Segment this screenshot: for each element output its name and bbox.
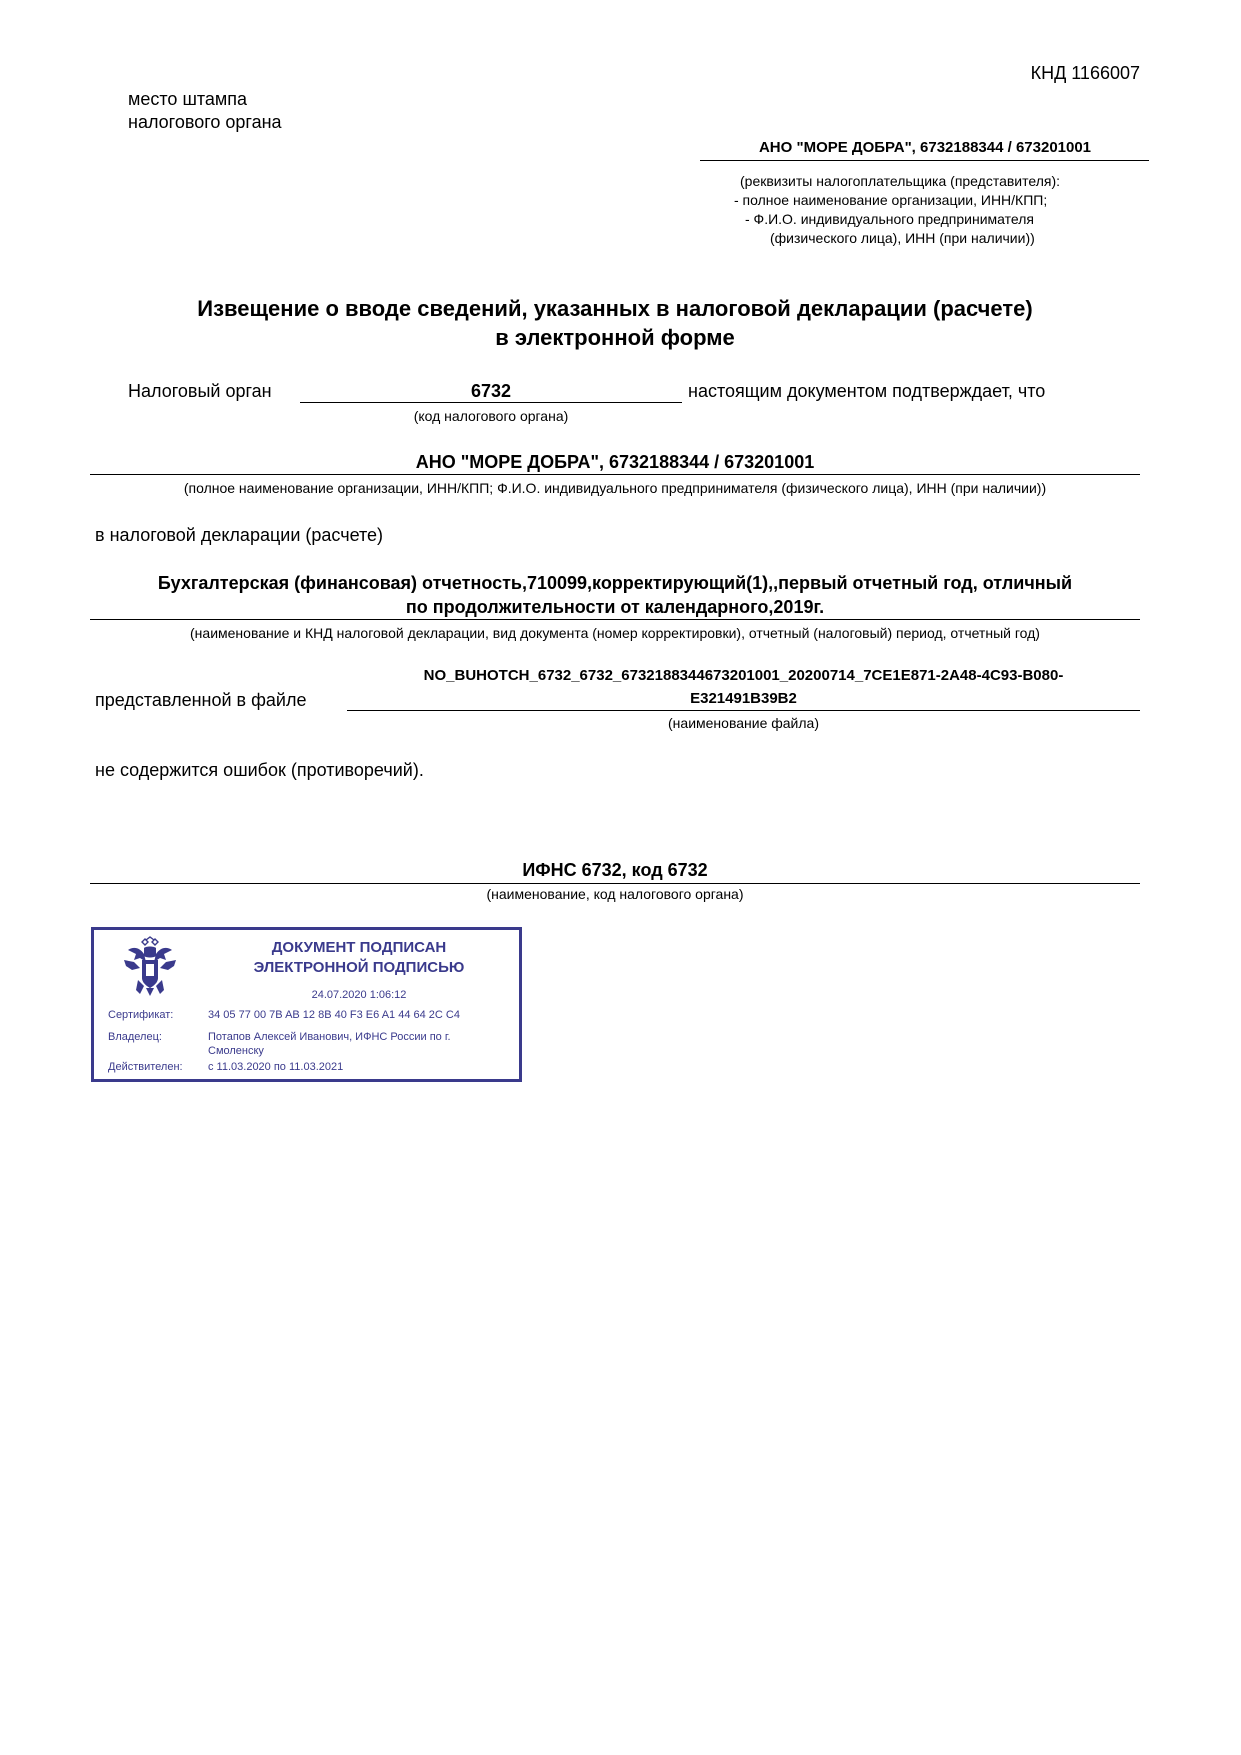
taxpayer-requisites: АНО "МОРЕ ДОБРА", 6732188344 / 673201001 (758, 139, 1092, 156)
stamp-title-line2: ЭЛЕКТРОННОЙ ПОДПИСЬЮ (253, 959, 465, 976)
stamp-place-label-line2: налогового органа (128, 112, 282, 132)
taxpayer-note-2: - полное наименование организации, ИНН/КПП; (734, 192, 1048, 208)
ifns-underline (90, 883, 1140, 884)
taxpayer-note-1: (реквизиты налогоплательщика (представителя): (740, 173, 1061, 189)
stamp-owner-label: Владелец: (108, 1031, 162, 1043)
knd-code: КНД 1166007 (1030, 63, 1140, 83)
taxpayer-underline (700, 160, 1149, 161)
stamp-certificate-value: 34 05 77 00 7B AB 12 8B 40 F3 E6 A1 44 64 2C C4 (208, 1009, 460, 1021)
stamp-owner-value-line2: Смоленску (208, 1045, 264, 1057)
tax-organ-label: Налоговый орган (128, 381, 272, 401)
in-declaration-label: в налоговой декларации (расчете) (95, 525, 384, 545)
no-errors-text: не содержится ошибок (противоречий). (95, 760, 424, 780)
signature-stamp (91, 927, 522, 1082)
ifns-name: ИФНС 6732, код 6732 (522, 860, 708, 880)
stamp-owner-value-line1: Потапов Алексей Иванович, ИФНС России по г. (208, 1031, 451, 1043)
russian-coat-of-arms-icon (120, 936, 180, 1000)
ifns-caption: (наименование, код налогового органа) (486, 886, 744, 902)
stamp-datetime: 24.07.2020 1:06:12 (311, 989, 407, 1001)
tax-organ-underline (300, 402, 682, 403)
document-title-line1: Извещение о вводе сведений, указанных в налоговой декларации (расчете) (197, 296, 1033, 321)
stamp-place-label-line1: место штампа (128, 89, 248, 109)
stamp-title-line1: ДОКУМЕНТ ПОДПИСАН (271, 939, 447, 956)
declaration-underline (90, 619, 1140, 620)
declaration-line2: по продолжительности от календарного,2019г. (405, 597, 825, 617)
file-label: представленной в файле (95, 690, 307, 710)
stamp-valid-label: Действителен: (108, 1061, 183, 1073)
taxpayer-note-3: - Ф.И.О. индивидуального предпринимателя (745, 211, 1034, 227)
file-name-line2: E321491B39B2 (690, 690, 797, 707)
declaration-line1: Бухгалтерская (финансовая) отчетность,710099,корректирующий(1),,первый отчетный год, отличный (157, 573, 1073, 593)
organization-underline (90, 474, 1140, 475)
organization-caption: (полное наименование организации, ИНН/КПП; Ф.И.О. индивидуального предпринимателя (физического лица), ИНН (при наличии)) (183, 480, 1047, 496)
tax-organ-suffix: настоящим документом подтверждает, что (688, 381, 1046, 401)
stamp-valid-value: с 11.03.2020 по 11.03.2021 (208, 1061, 344, 1073)
taxpayer-note-4: (физического лица), ИНН (при наличии)) (770, 230, 1035, 246)
stamp-certificate-label: Сертификат: (108, 1009, 174, 1021)
file-underline (347, 710, 1140, 711)
file-name-line1: NO_BUHOTCH_6732_6732_6732188344673201001_20200714_7CE1E871-2A48-4C93-B080- (423, 667, 1064, 684)
document-title-line2: в электронной форме (495, 325, 735, 350)
file-caption: (наименование файла) (668, 715, 819, 731)
tax-organ-code: 6732 (470, 381, 512, 401)
organization-name: АНО "МОРЕ ДОБРА", 6732188344 / 673201001 (415, 452, 815, 472)
tax-organ-caption: (код налогового органа) (413, 408, 569, 424)
declaration-caption: (наименование и КНД налоговой декларации, вид документа (номер корректировки), отчетный (налоговый) период, отчетный год) (190, 625, 1040, 641)
